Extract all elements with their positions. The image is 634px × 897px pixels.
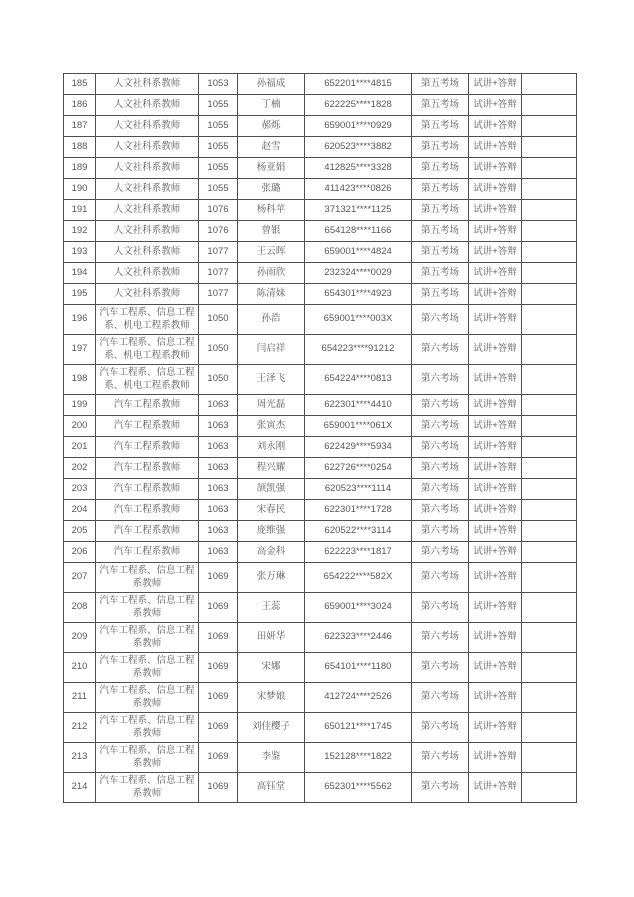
cell-venue: 第五考场 [412,116,469,137]
cell-department: 汽车工程系、信息工程系教师 [96,593,199,623]
table-row [64,416,577,437]
cell-code: 1063 [199,416,238,437]
cell-seq: 188 [64,137,96,158]
exam-roster-body [64,74,577,803]
cell-code: 1055 [199,179,238,200]
cell-code: 1050 [199,305,238,335]
cell-department: 汽车工程系教师 [96,542,199,563]
cell-seq: 211 [64,683,96,713]
cell-venue: 第六考场 [412,365,469,395]
exam-roster-table [63,73,577,803]
cell-department: 汽车工程系、信息工程系、机电工程系教师 [96,305,199,335]
cell-venue: 第六考场 [412,305,469,335]
cell-name: 赵雪 [238,137,305,158]
cell-code: 1055 [199,95,238,116]
cell-name: 王云晖 [238,242,305,263]
cell-name: 宋梦娘 [238,683,305,713]
cell-method: 试讲+答辩 [469,521,522,542]
cell-department: 汽车工程系、信息工程系教师 [96,653,199,683]
cell-id-number: 412724****2526 [305,683,412,713]
table-row [64,437,577,458]
table-row [64,263,577,284]
cell-name: 周光磊 [238,395,305,416]
cell-name: 刘永刚 [238,437,305,458]
cell-code: 1076 [199,221,238,242]
cell-venue: 第五考场 [412,95,469,116]
cell-remark [522,653,577,683]
cell-remark [522,137,577,158]
cell-id-number: 371321****1125 [305,200,412,221]
cell-department: 人文社科系教师 [96,116,199,137]
cell-id-number: 654224****0813 [305,365,412,395]
cell-remark [522,335,577,365]
cell-seq: 194 [64,263,96,284]
cell-id-number: 659001****4824 [305,242,412,263]
cell-seq: 202 [64,458,96,479]
cell-name: 孙浩 [238,305,305,335]
cell-id-number: 659001****003X [305,305,412,335]
cell-venue: 第六考场 [412,683,469,713]
cell-seq: 197 [64,335,96,365]
cell-venue: 第六考场 [412,395,469,416]
cell-name: 孙福成 [238,74,305,95]
table-row [64,158,577,179]
cell-method: 试讲+答辩 [469,284,522,305]
cell-code: 1055 [199,137,238,158]
cell-method: 试讲+答辩 [469,623,522,653]
cell-seq: 200 [64,416,96,437]
cell-remark [522,773,577,803]
table-row [64,542,577,563]
cell-remark [522,416,577,437]
cell-name: 高钰堂 [238,773,305,803]
cell-seq: 190 [64,179,96,200]
cell-department: 汽车工程系、信息工程系教师 [96,563,199,593]
cell-remark [522,479,577,500]
cell-seq: 201 [64,437,96,458]
cell-code: 1069 [199,623,238,653]
table-row [64,221,577,242]
cell-seq: 198 [64,365,96,395]
cell-department: 人文社科系教师 [96,242,199,263]
table-row [64,563,577,593]
cell-code: 1063 [199,395,238,416]
cell-code: 1063 [199,500,238,521]
cell-department: 汽车工程系教师 [96,500,199,521]
cell-name: 程兴耀 [238,458,305,479]
cell-remark [522,542,577,563]
cell-venue: 第六考场 [412,500,469,521]
cell-remark [522,263,577,284]
cell-seq: 189 [64,158,96,179]
cell-seq: 195 [64,284,96,305]
table-row [64,743,577,773]
cell-seq: 208 [64,593,96,623]
cell-name: 张万琳 [238,563,305,593]
cell-remark [522,500,577,521]
cell-method: 试讲+答辩 [469,713,522,743]
cell-name: 丁楠 [238,95,305,116]
cell-code: 1069 [199,653,238,683]
cell-venue: 第六考场 [412,593,469,623]
cell-id-number: 654222****582X [305,563,412,593]
cell-code: 1069 [199,563,238,593]
table-row [64,521,577,542]
cell-name: 宋娜 [238,653,305,683]
cell-id-number: 411423****0826 [305,179,412,200]
cell-method: 试讲+答辩 [469,200,522,221]
cell-method: 试讲+答辩 [469,743,522,773]
cell-name: 孙雨欣 [238,263,305,284]
cell-seq: 191 [64,200,96,221]
cell-id-number: 652301****5562 [305,773,412,803]
cell-method: 试讲+答辩 [469,95,522,116]
cell-name: 张寅杰 [238,416,305,437]
cell-id-number: 622429****5934 [305,437,412,458]
cell-id-number: 622225****1828 [305,95,412,116]
cell-seq: 207 [64,563,96,593]
cell-department: 汽车工程系、信息工程系教师 [96,623,199,653]
cell-method: 试讲+答辩 [469,263,522,284]
cell-remark [522,521,577,542]
cell-department: 人文社科系教师 [96,263,199,284]
cell-name: 曾银 [238,221,305,242]
cell-name: 王泽飞 [238,365,305,395]
cell-remark [522,713,577,743]
cell-remark [522,458,577,479]
cell-name: 宋春民 [238,500,305,521]
cell-department: 汽车工程系教师 [96,416,199,437]
cell-method: 试讲+答辩 [469,137,522,158]
cell-venue: 第五考场 [412,74,469,95]
cell-method: 试讲+答辩 [469,593,522,623]
cell-department: 汽车工程系教师 [96,437,199,458]
cell-code: 1069 [199,773,238,803]
cell-id-number: 622301****4410 [305,395,412,416]
cell-department: 汽车工程系、信息工程系教师 [96,773,199,803]
cell-seq: 209 [64,623,96,653]
cell-id-number: 152128****1822 [305,743,412,773]
cell-venue: 第六考场 [412,521,469,542]
cell-name: 田妍华 [238,623,305,653]
cell-method: 试讲+答辩 [469,416,522,437]
table-row [64,593,577,623]
cell-venue: 第五考场 [412,200,469,221]
cell-id-number: 654128****1166 [305,221,412,242]
cell-seq: 199 [64,395,96,416]
cell-venue: 第五考场 [412,137,469,158]
cell-code: 1063 [199,458,238,479]
cell-id-number: 650121****1745 [305,713,412,743]
cell-seq: 204 [64,500,96,521]
cell-remark [522,623,577,653]
cell-id-number: 659001****0929 [305,116,412,137]
table-row [64,479,577,500]
cell-seq: 196 [64,305,96,335]
cell-id-number: 659001****061X [305,416,412,437]
cell-seq: 203 [64,479,96,500]
table-row [64,395,577,416]
cell-venue: 第五考场 [412,284,469,305]
cell-code: 1069 [199,743,238,773]
cell-id-number: 620523****1114 [305,479,412,500]
cell-code: 1077 [199,263,238,284]
table-row [64,74,577,95]
cell-venue: 第六考场 [412,623,469,653]
cell-code: 1050 [199,365,238,395]
cell-name: 杨亚娟 [238,158,305,179]
table-row [64,179,577,200]
cell-code: 1063 [199,479,238,500]
cell-department: 人文社科系教师 [96,158,199,179]
table-row [64,458,577,479]
cell-id-number: 622223****1817 [305,542,412,563]
cell-seq: 214 [64,773,96,803]
cell-name: 杨科苹 [238,200,305,221]
cell-id-number: 622726****0254 [305,458,412,479]
cell-code: 1055 [199,116,238,137]
cell-department: 汽车工程系、信息工程系教师 [96,713,199,743]
cell-id-number: 622301****1728 [305,500,412,521]
cell-id-number: 620522****3114 [305,521,412,542]
cell-department: 人文社科系教师 [96,179,199,200]
cell-department: 汽车工程系、信息工程系教师 [96,683,199,713]
table-row [64,242,577,263]
cell-venue: 第六考场 [412,335,469,365]
cell-seq: 185 [64,74,96,95]
table-row [64,200,577,221]
cell-id-number: 654301****4923 [305,284,412,305]
cell-method: 试讲+答辩 [469,500,522,521]
cell-name: 闫启祥 [238,335,305,365]
cell-department: 人文社科系教师 [96,284,199,305]
cell-name: 王蕊 [238,593,305,623]
cell-department: 人文社科系教师 [96,200,199,221]
cell-code: 1050 [199,335,238,365]
cell-code: 1055 [199,158,238,179]
cell-venue: 第六考场 [412,416,469,437]
cell-remark [522,305,577,335]
cell-code: 1053 [199,74,238,95]
cell-venue: 第五考场 [412,179,469,200]
cell-seq: 192 [64,221,96,242]
cell-seq: 205 [64,521,96,542]
cell-venue: 第六考场 [412,713,469,743]
cell-remark [522,284,577,305]
cell-method: 试讲+答辩 [469,335,522,365]
cell-remark [522,116,577,137]
table-row [64,335,577,365]
cell-remark [522,200,577,221]
cell-method: 试讲+答辩 [469,116,522,137]
cell-name: 高金科 [238,542,305,563]
table-row [64,773,577,803]
cell-name: 陈清妹 [238,284,305,305]
cell-venue: 第六考场 [412,743,469,773]
cell-method: 试讲+答辩 [469,563,522,593]
cell-venue: 第六考场 [412,653,469,683]
cell-department: 汽车工程系、信息工程系、机电工程系教师 [96,335,199,365]
cell-method: 试讲+答辩 [469,395,522,416]
cell-department: 汽车工程系教师 [96,458,199,479]
cell-code: 1063 [199,521,238,542]
table-row [64,500,577,521]
cell-remark [522,437,577,458]
cell-remark [522,158,577,179]
cell-id-number: 654101****1180 [305,653,412,683]
table-row [64,623,577,653]
cell-id-number: 620523****3882 [305,137,412,158]
cell-id-number: 652201****4815 [305,74,412,95]
cell-venue: 第六考场 [412,437,469,458]
cell-method: 试讲+答辩 [469,365,522,395]
cell-method: 试讲+答辩 [469,542,522,563]
cell-department: 汽车工程系教师 [96,395,199,416]
cell-method: 试讲+答辩 [469,683,522,713]
cell-name: 刘佳樱子 [238,713,305,743]
cell-id-number: 412825****3328 [305,158,412,179]
cell-method: 试讲+答辩 [469,179,522,200]
cell-name: 颉凯强 [238,479,305,500]
cell-seq: 186 [64,95,96,116]
cell-method: 试讲+答辩 [469,221,522,242]
cell-name: 李鉴 [238,743,305,773]
table-row [64,683,577,713]
cell-code: 1063 [199,542,238,563]
table-row [64,365,577,395]
cell-department: 人文社科系教师 [96,74,199,95]
table-row [64,305,577,335]
cell-code: 1077 [199,284,238,305]
cell-department: 汽车工程系教师 [96,521,199,542]
cell-seq: 213 [64,743,96,773]
cell-seq: 193 [64,242,96,263]
table-row [64,95,577,116]
cell-method: 试讲+答辩 [469,479,522,500]
cell-method: 试讲+答辩 [469,242,522,263]
cell-id-number: 654223****91212 [305,335,412,365]
cell-code: 1063 [199,437,238,458]
cell-id-number: 659001****3024 [305,593,412,623]
cell-method: 试讲+答辩 [469,158,522,179]
cell-venue: 第六考场 [412,563,469,593]
cell-method: 试讲+答辩 [469,305,522,335]
cell-code: 1077 [199,242,238,263]
table-row [64,284,577,305]
cell-venue: 第六考场 [412,542,469,563]
cell-code: 1069 [199,683,238,713]
cell-code: 1069 [199,713,238,743]
cell-seq: 187 [64,116,96,137]
cell-department: 人文社科系教师 [96,137,199,158]
table-row [64,116,577,137]
table-row [64,137,577,158]
cell-name: 张璐 [238,179,305,200]
cell-remark [522,95,577,116]
table-row [64,713,577,743]
cell-venue: 第六考场 [412,773,469,803]
cell-id-number: 232324****0029 [305,263,412,284]
cell-remark [522,593,577,623]
cell-department: 人文社科系教师 [96,221,199,242]
table-row [64,653,577,683]
cell-code: 1076 [199,200,238,221]
cell-venue: 第五考场 [412,158,469,179]
cell-remark [522,563,577,593]
cell-method: 试讲+答辩 [469,653,522,683]
cell-remark [522,221,577,242]
cell-remark [522,743,577,773]
cell-id-number: 622323****2446 [305,623,412,653]
cell-venue: 第六考场 [412,458,469,479]
cell-code: 1069 [199,593,238,623]
cell-method: 试讲+答辩 [469,437,522,458]
cell-name: 庞维强 [238,521,305,542]
cell-method: 试讲+答辩 [469,458,522,479]
cell-department: 汽车工程系教师 [96,479,199,500]
cell-method: 试讲+答辩 [469,773,522,803]
cell-remark [522,242,577,263]
cell-name: 郝烁 [238,116,305,137]
cell-remark [522,395,577,416]
cell-seq: 210 [64,653,96,683]
cell-seq: 212 [64,713,96,743]
cell-venue: 第五考场 [412,221,469,242]
cell-department: 汽车工程系、信息工程系、机电工程系教师 [96,365,199,395]
cell-venue: 第五考场 [412,242,469,263]
cell-method: 试讲+答辩 [469,74,522,95]
cell-venue: 第五考场 [412,263,469,284]
cell-seq: 206 [64,542,96,563]
cell-remark [522,365,577,395]
cell-remark [522,179,577,200]
cell-remark [522,683,577,713]
cell-department: 人文社科系教师 [96,95,199,116]
cell-remark [522,74,577,95]
cell-department: 汽车工程系、信息工程系教师 [96,743,199,773]
cell-venue: 第六考场 [412,479,469,500]
